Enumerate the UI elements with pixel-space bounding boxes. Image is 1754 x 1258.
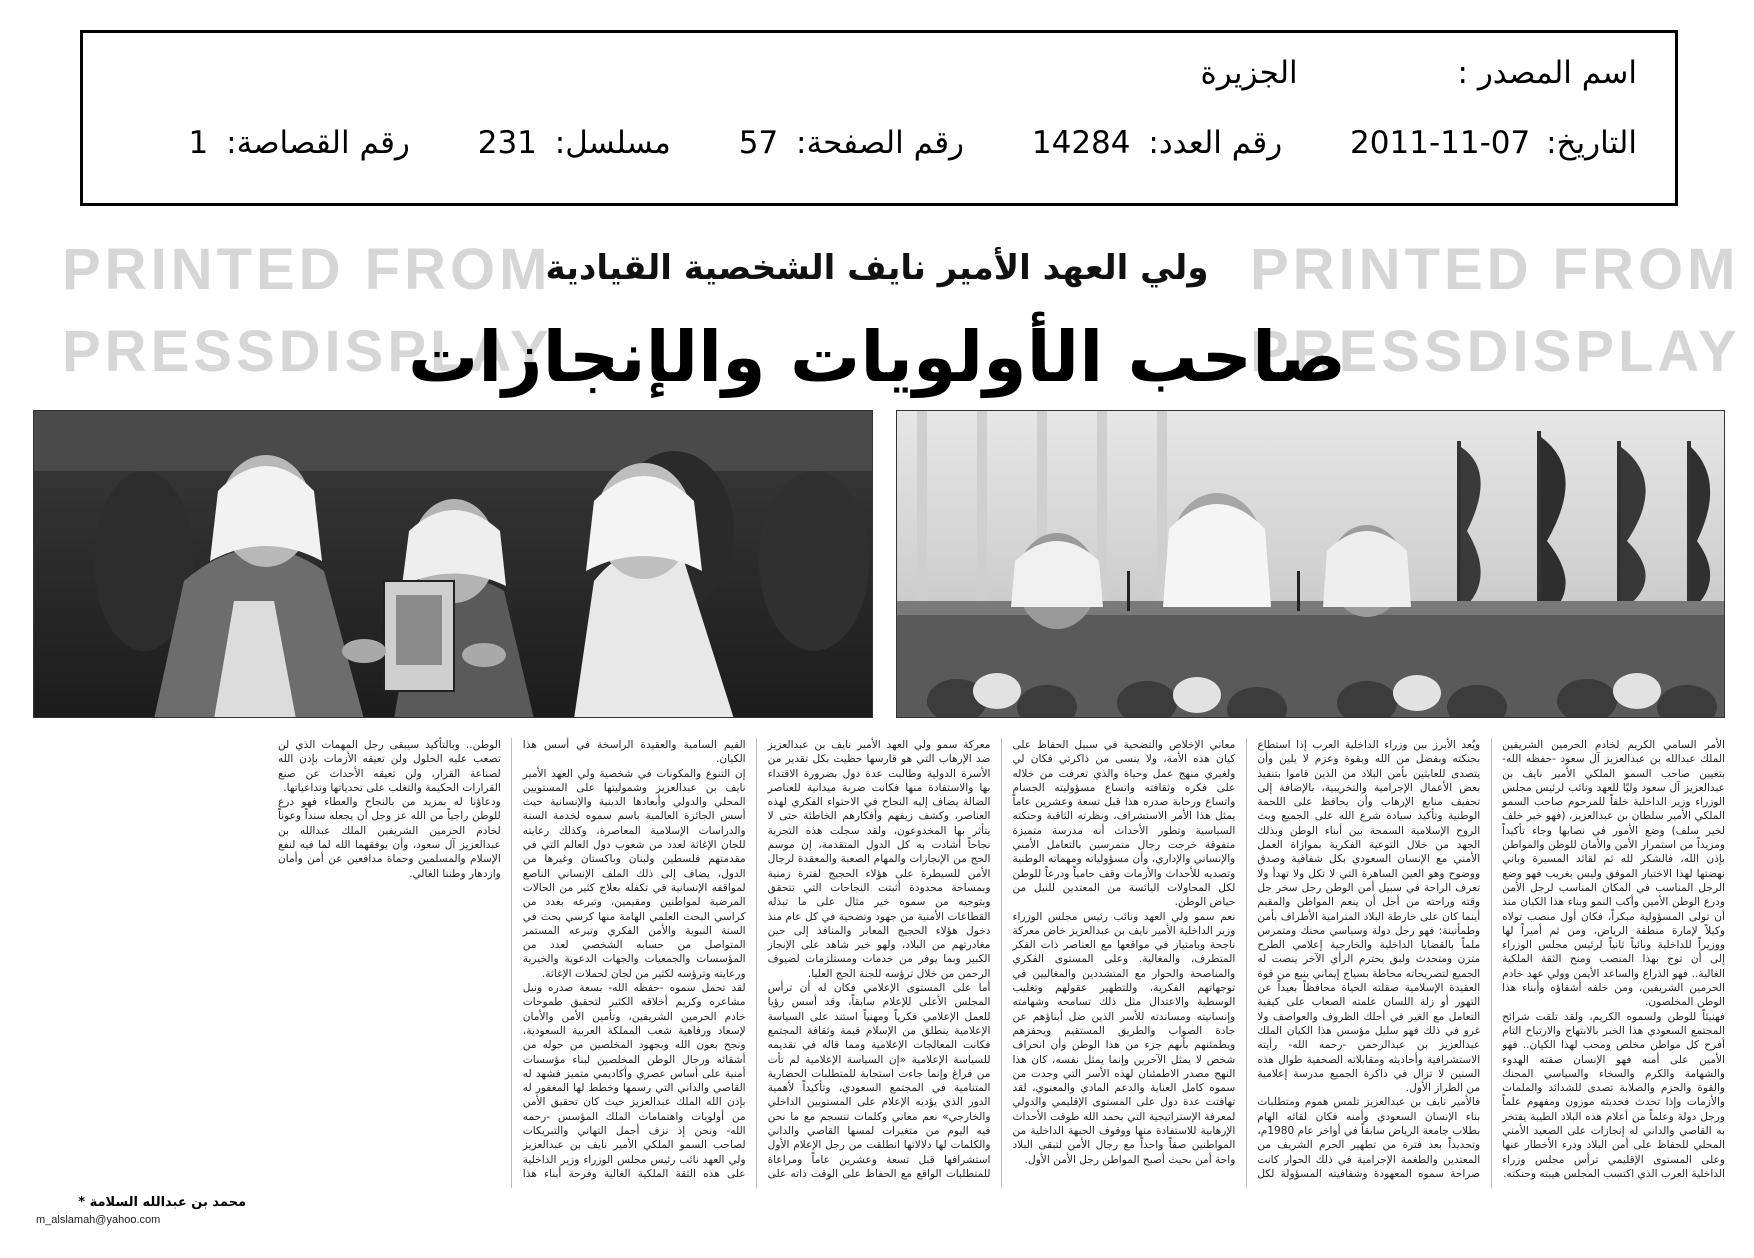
byline <box>36 1195 246 1226</box>
article-paragraph: أما على المستوى الإعلامي فكان له أن ترأس المجلس الأعلى للإعلام سابقاً، وقد أسس رؤيا للعمل الإعلامي فكرياً ومهنياً استند على السياسة الإعلامية ينطلق من الإسلام قيمة وثقافة المجتمع فكانت المعالجات الإعلامية ومما قاله في تقديمه للسياسة الإعلامية «إن السياسة الإعلامية لم تأت من فراغ وإنما جاءت استجابة للمتطلبات الحضارية المتنامية في المجتمع السعودي، وتأكيداً لأهمية الدور الذي يؤديه الإعلام على المستويين الداخلي والخارجي» نعم معاني وكلمات تنسجم مع ما نحن فيه اليوم من متغيرات لمسها القاصي والداني والكلمات لها دلالاتها انطلقت من رجل الإعلام الأول استشرافها قبل تسعة وعشرين عاماً ومراعاة للمتطلبات الواقع مع الحفاظ على الوقت ذاته على القيم السامية والعقيدة الراسخة في أسس هذا الكيان. <box>522 739 991 1180</box>
date-value: 2011-11-07 <box>1350 125 1531 161</box>
article-paragraph: لقد تحمل سموه -حفظه الله- بسعة صدره ونبل مشاعره وكريم أخلاقه الكثير لتحقيق طموحات خادم الحرمين الشريفين، وتأمين الأمن والأمان لإسعاد ورفاهية شعب المملكة العربية السعودية، ونجح بعون الله وبجهود المخلصين من حوله من أشقائه ورجال الوطن المخلصين لبناء مؤسسات أمنية على أساس عصري وأكاديمي متميز فشهد له القاصي والداني التي رسمها وخطط لها المغفور له بإذن الله الملك عبدالعزيز حيث كان تحقيق الأمن من أولويات واهتمامات الملك المؤسس -رحمه الله- ونحن إذ نزف أجمل التهاني والتبريكات لصاحب السمو الملكي الأمير نايف بن عبدالعزيز ولي العهد نائب رئيس مجلس الوزراء وزير الداخلية على هذه الثقة الملكية الغالية وفرحة أبناء هذا الوطن.. وبالتأكيد سيبقى رجل المهمات الذي لن تصعب عليه الحلول ولن تعيقه الأزمات بإذن الله لصناعة القرار، ولن تعيقه الأحداث عن صنع القرارات الحكيمة والتغلب على تحدياتها وتداعياتها. <box>277 739 746 1180</box>
clipping-metadata-box <box>80 30 1678 206</box>
article-paragraph: معركة سمو ولي العهد الأمير نايف بن عبدالعزيز ضد الإرهاب التي هو قارسها حظيت بكل تقدير من الأسرة الدولية وطالبت عدة دول بضرورة الاقتداء بها والاستفادة منها فكانت ضربة ميدانية للعناصر الضالة يضاف إليه النجاح في الاحتواء الفكري لهذه العناصر، وكشف زيفهم وأفكارهم الخاطئة حتى لا يتأثر بها المخدوعون، ولقد سجلت هذه التجربة نجاحاً أشادت به كل الدول المتقدمة، إن موسم الحج من الإنجازات والمهام الصعبة والمعقدة لرجال الأمن للسيطرة على هؤلاء الحجيج لفترة زمنية وبمساحة محدودة أثبتت النجاحات التي تتحقق وبتوجيه من سموه خير مثال على ما تبذله القطاعات الأمنية من جهود وتضحية في كل عام منذ دخول هؤلاء الحجيج المعابر والمنافذ إلى حين مغادرتهم من البلاد، ولهو خير شاهد على الإنجاز الكبير وبما يوفر من خدمات ومستلزمات لضيوف الرحمن من خلال ترؤسه للجنة الحج العليا. <box>767 739 991 980</box>
article-paragraph: إن التنوع والمكونات في شخصية ولي العهد الأمير نايف بن عبدالعزيز وشموليتها على المستويين المحلي والدولي وأبعادها الدينية والإنسانية حيث أسس الجائزة العالمية باسم سموه لخدمة السنة والدراسات الإسلامية المعاصرة، وكذلك رعايته للجان الإغاثة لعدد من شعوب دول العالم التي في مقدمتهم فلسطين ولبنان وباكستان وغيرها من الدول، يضاف إلى ذلك الملف الإنساني الناصع لمواقفه الإنسانية في تكفله بعلاج كثير من الحالات المرضية لمواطنين ومقيمين، وتبرعه بعدد من كراسي البحث العلمي الهامة منها كرسي بحث في السنة النبوية والأمن الفكري وتبرعه المستمر المتواصل من حسابه الشخصي لعدد من المؤسسات والجمعيات والجهات الدعوية والخيرية ورعايته وترؤسه لكثير من لجان لحملات الإغاثة. <box>522 767 746 980</box>
serial-label: مسلسل: <box>554 125 671 161</box>
article-paragraph: ويُعد الأبرز بين وزراء الداخلية العرب إذا استطاع بحنكته وبفضل من الله وبقوة وعزم لا يلين وأن يتصدى للعابثين بأمن البلاد من الذين قاموا بتنفيذ بعض الأعمال الإجرامية والتخريبية، بالإضافة إلى تجفيف منابع الإرهاب وأن يحافظ على اللحمة الوطنية وتأكيد سيادة شرع الله على الجميع وبث الروح الإسلامية السمحة بين أبناء الوطن وبذلك الجهد من خلال التوعية الفكرية بموازاة العمل الأمني مع الإنسان السعودي بكل شفافية وصدق ووضوح وهو العين الساهرة التي لا تكل ولا تهدأ ولا تعرف الراحة في سبيل أمن الوطن رجل سخر جل وقته وراحته من أجل أن ينعم المواطن والمقيم أينما كان على خارطة البلاد المترامية الأطراف بأمن وطمأنينة: فهو رجل دولة وسياسي محنك ومتمرس ملماً بالقضايا الداخلية والخارجية إعلامي الطرح متزن ومتحدث ولبق يحترم الرأي الآخر ينصت له الجميع لتصريحاته محاطة بسياج إيماني ينبع من قوة العقيدة الإسلامية صقلته الحياة محافظاً بعيداً عن التهور أو زلة اللسان علمته الصعاب على كيفية التعامل مع الغير في أحلك الظروف والعواصف ولا غرو في ذلك فهو سليل مؤسس هذا الكيان الملك عبدالعزيز بن عبدالرحمن -رحمه الله- رأيته الاستشرافية وأحاديثه ومقابلاته الصحفية طوال هذه السنين لا تزال في ذاكرة الجميع مدرسة إعلامية من الطراز الأول. <box>1257 739 1481 1095</box>
clipping-value: 1 <box>188 125 209 161</box>
issue-value: 14284 <box>1031 125 1131 161</box>
serial-value: 231 <box>477 125 537 161</box>
issue-label: رقم العدد: <box>1148 125 1283 161</box>
source-value: الجزيرة <box>1200 55 1298 91</box>
article-kicker: ولي العهد الأمير نايف الشخصية القيادية <box>545 248 1209 288</box>
article-paragraph: الأمر السامي الكريم لخادم الحرمين الشريفين الملك عبدالله بن عبدالعزيز آل سعود -حفظه الله- بتعيين صاحب السمو الملكي الأمير نايف بن عبدالعزيز آل سعود وليًا للعهد ونائب لرئيس مجلس الوزراء وزير الداخلية خلفاً للمرحوم صاحب السمو الملكي الأمير سلطان بن عبدالعزيز، (فهو خير خلف لخير سلف) وضع الأمور في نصابها وجاء تأكيداً ومزيداً من استمرار الأمن والأمان للوطن والمواطن بإذن الله، فالشكر لله ثم لقائد المسيرة وباني نهضتها لهذا الاختيار الموفق وليس بغريب فهو وضع الرجل المناسب في المكان المناسب لرجل الأمن ودرع الوطن الأمين وأكب النمو وبناء هذا الكيان منذ أن تولى المسؤولية مبكراً، فكان أول منصب تولاه وكيلاً لإمارة منطقة الرياض، ومن ثم أميراً لها ووزيراً للداخلية ونائباً ثانياً لرئيس مجلس الوزراء إلى أن توج بهذا المنصب ومنح الثقة الملكية الغالية.. فهو الذراع والساعد الأيمن وولي عهد خادم الحرمين الشريفين، ومن خلفه أشقاؤه وأبناء هذا الوطن المخلصون. <box>1502 739 1725 1009</box>
article-paragraph: ودعاؤنا له بمزيد من بالنجاح والعطاء فهو درع للوطن راجياً من الله عز وجل أن يجعله سنداً وعوناً لخادم الحرمين الشريفين الملك عبدالله بن عبدالعزيز آل سعود، وأن يوفقهما الله لما فيه لنفع الإسلام والمسلمين وحماة مدافعين عن أمن وأمان وازدهار وطننا الغالي. <box>277 796 501 880</box>
watermark-right-line1: PRINTED FROM <box>1250 237 1740 302</box>
article-paragraph: نعم سمو ولي العهد ونائب رئيس مجلس الوزراء وزير الداخلية الأمير نايف بن عبدالعزيز خاض معركة ناجحة وبامتياز في مواقعها مع العناصر ذات الفكر المتطرف، والمغالية. وعلى المستوى الفكري والمناصحة والحوار مع المتشددين والمغاليين في توجهاتهم الفكرية، وللتطهير عقولهم وتغليب الوسطية والاعتدال مثل ذلك تسامحه وشهامته وإنسانيته ومساندته للأسر الذين ضل أبناؤهم عن جادة الصواب والطريق المستقيم ويحفزهم ويطمئنهم بأنهم جزء من هذا الوطن وأن انحراف شخص لا يمثل الآخرين وإنما يمثل نفسه، كان هذا النهج مصدر الاطمئنان لهذه الأسر التي وجدت من سموه كامل العناية والدعم المادي والمعنوي، لقد تهافتت عدة دول على المستوى الإقليمي والدولي لمعرفة الإستراتيجية التي بحمد الله طوقت الأحداث الإرهابية للاستفادة منها ووقوف الجبهة الداخلية من المواطنين صفاً واحداً مع رجال الأمن لتبقى البلاد واحة أمن بحيث أصبح المواطن رجل الأمن الأول. <box>1012 910 1236 1166</box>
article-headline: صاحب الأولويات والإنجازات <box>407 316 1347 398</box>
watermark-left-line1: PRINTED FROM <box>62 237 552 302</box>
photo-conference <box>896 410 1725 718</box>
date-label: التاريخ: <box>1546 125 1637 161</box>
page-value: 57 <box>738 125 779 161</box>
photo-award-ceremony <box>33 410 873 718</box>
page-label: رقم الصفحة: <box>796 125 965 161</box>
watermark-right-line2: PRESSDISPLAY <box>1250 319 1741 384</box>
article-paragraph: فهنيئاً للوطن ولسموه الكريم، ولقد تلقت شرائح المجتمع السعودي هذا الخبر بالابتهاج والارتياح التام أفرح كل مواطن مخلص ومحب لهذا الكيان.. فهو الأمين على أمنه فهو الإنسان صفته الهدوء والشهامة والكرم والسخاء والسياسي المحنك والقوة والحزم والصلابة تصدى للشدائد والملمات والأزمات وإذا تحدث فحديثه موزون ومفهوم علماً ورجل دولة وعلماً من أعلام هذه البلاد الطيبة يفتخر به القاصي والداني له إنجازات على الصعيد الأمني المحلي للحفاظ على أمن البلاد ودرء الأخطار عنها وعلى المستوى الإقليمي ترأس مجلس وزراء الداخلية العرب الذي اكتسب المجلس هيبته وحنكته. <box>1502 1010 1725 1180</box>
source-row <box>1201 55 1638 91</box>
article-paragraph: فالأمير نايف بن عبدالعزيز تلمس هموم ومتطلبات بناء الإنسان السعودي وأمنه فكان لقائه الهام بطلاب جامعة الرياض سابقاً في أواخر عام 1980م، وتحديداً بعد فترة من تطهير الحرم الشريف من المعتدين والطغمة الإجرامية في ذلك الحوار كانت صراحة سموه المعهودة وشفافيته المسؤولة لكل معاني الإخلاص والتضحية في سبيل الحفاظ على كيان هذه الأمة، ولا ينسى من ذاكرتي فكان لي ولغيري منهج عمل وحياة والذي تعرفت من خلاله على فكره وثقافته واتساع مسؤوليته الجسام واتساع ورحابة صدره هذا قبل تسعة وعشرين عاماً يمثل هذا الأمر الاستشراف، ونظرته الثاقبة وحنكته السياسية وتطور الأحداث أنه مدرسة متميزة متفوقة خرجت رجال متمرسين بالتعامل الأمني والإنساني والإداري، وأن مسؤولياته ومهماته الوطنية وتصديه للأحداث والأزمات وقف حامياً ودرعاً للوطن لكل المحاولات اليائسة من المعتدين للنيل من حياض الوطن. <box>1012 739 1481 1180</box>
author-name: محمد بن عبدالله السلامة * <box>78 1195 246 1210</box>
source-label: اسم المصدر : <box>1457 55 1637 91</box>
details-row <box>189 125 1637 161</box>
author-email: m_alslamah@yahoo.com <box>36 1214 161 1226</box>
clipping-label: رقم القصاصة: <box>226 125 410 161</box>
watermark-left-line2: PRESSDISPLAY <box>62 319 553 384</box>
article-body <box>33 738 1725 1188</box>
